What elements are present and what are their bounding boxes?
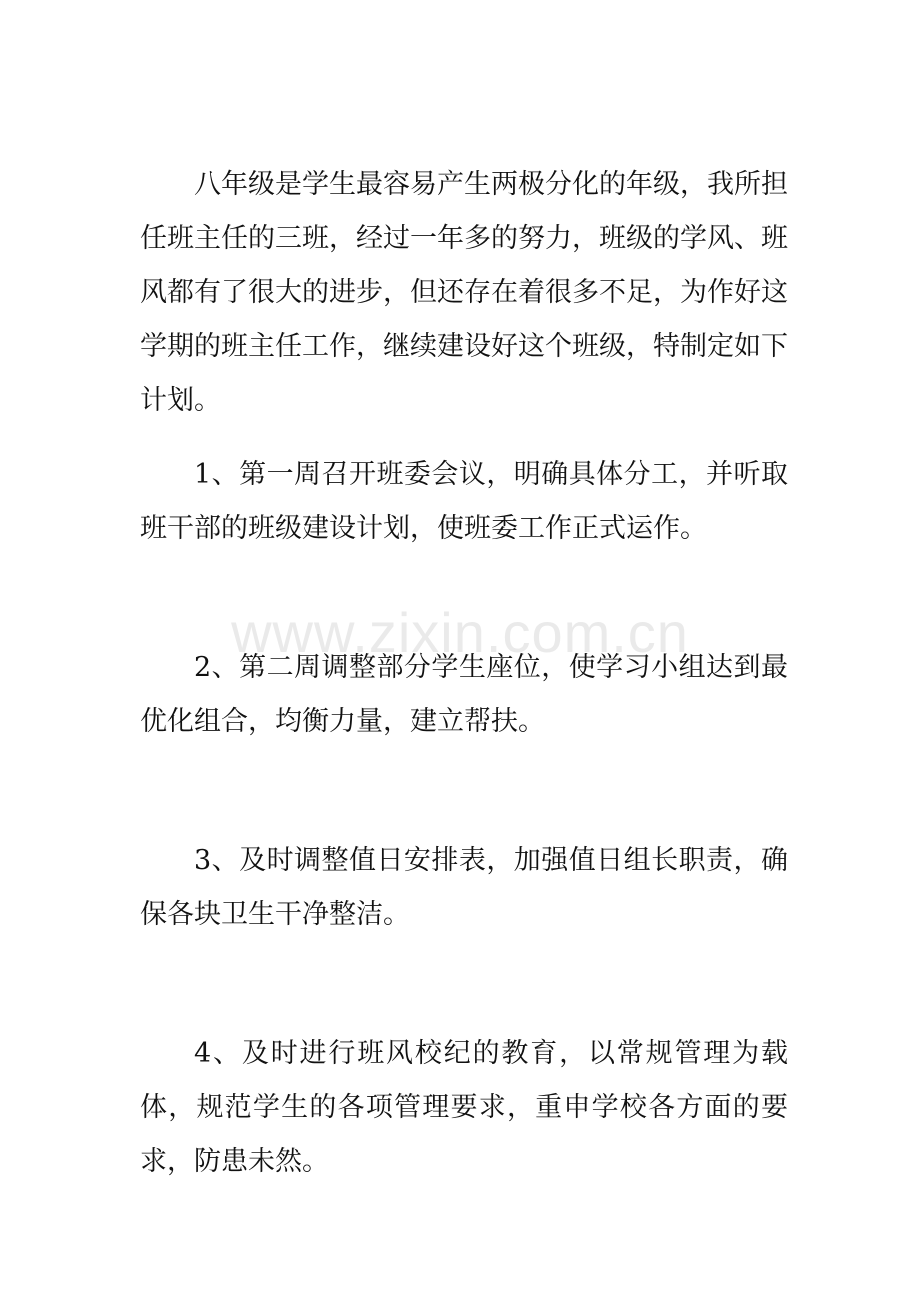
plan-item-3: 3、及时调整值日安排表，加强值日组长职责，确保各块卫生干净整洁。 [140, 845, 788, 930]
intro-paragraph: 八年级是学生最容易产生两极分化的年级，我所担任班主任的三班，经过一年多的努力，班级的学风、班风都有了很大的进步，但还存在着很多不足，为作好这学期的班主任工作，继续建设好这个班级，特制定如下计划。 [140, 169, 788, 416]
plan-item-1: 1、第一周召开班委会议，明确具体分工，并听取班干部的班级建设计划，使班委工作正式运作。 [140, 459, 788, 544]
plan-item-4: 4、及时进行班风校纪的教育，以常规管理为载体，规范学生的各项管理要求，重申学校各方面的要求，防患未然。 [140, 1038, 788, 1177]
plan-item-2: 2、第二周调整部分学生座位，使学习小组达到最优化组合，均衡力量，建立帮扶。 [140, 652, 788, 737]
watermark: www.zixin.com.cn [231, 601, 689, 664]
